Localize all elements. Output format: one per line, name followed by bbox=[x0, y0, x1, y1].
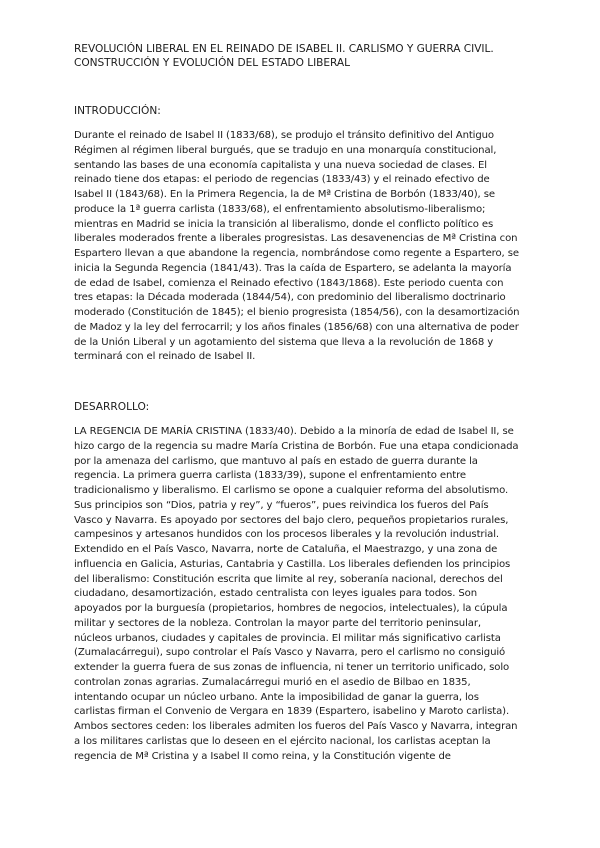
document-title: REVOLUCIÓN LIBERAL EN EL REINADO DE ISABEL II. CARLISMO Y GUERRA CIVIL. CONSTRUCCIÓN Y EVOLUCIÓN DEL ESTADO LIBERAL bbox=[74, 43, 494, 69]
development-heading: DESARROLLO: bbox=[74, 401, 150, 413]
development-paragraph: LA REGENCIA DE MARÍA CRISTINA (1833/40). Debido a la minoría de edad de Isabel II, se hizo cargo de la regencia su madre María Cristina de Borbón. Fue una etapa condicionada por la amenaza del carlismo, que mantuvo al país en estado de guerra durante la regencia. La primera guerra carlista (1833/39), supone el enfrentamiento entre tradicionalismo y liberalismo. El carlismo se opone a cualquier reforma del absolutismo. Sus principios son “Dios, patria y rey”, y “fueros”, pues reivindica los fueros del País Vasco y Navarra. Es apoyado por sectores del bajo clero, pequeños propietarios rurales, campesinos y artesanos hundidos con los procesos liberales y la revolución industrial. Extendido en el País Vasco, Navarra, norte de Cataluña, el Maestrazgo, y una zona de influencia en Galicia, Asturias, Cantabria y Castilla. Los liberales defienden los principios del liberalismo: Constitución escrita que limite al rey, soberanía nacional, derechos del ciudadano, desamortización, estado centralista con leyes iguales para todos. Son apoyados por la burguesía (propietarios, hombres de negocios, intelectuales), la cúpula militar y sectores de la nobleza. Controlan la mayor parte del territorio peninsular, núcleos urbanos, ciudades y capitales de provincia. El militar más significativo carlista (Zumalacárregui), supo controlar el País Vasco y Navarra, pero el carlismo no consiguió extender la guerra fuera de sus zonas de influencia, ni tener un territorio unificado, solo controlan zonas agrarias. Zumalacárregui murió en el asedio de Bilbao en 1835, intentando ocupar un núcleo urbano. Ante la imposibilidad de ganar la guerra, los carlistas firman el Convenio de Vergara en 1839 (Espartero, isabelino y Maroto carlista). Ambos sectores ceden: los liberales admiten los fueros del País Vasco y Navarra, integran a los militares carlistas que lo deseen en el ejército nacional, los carlistas aceptan la regencia de Mª Cristina y a Isabel II como reina, y la Constitución vigente de bbox=[74, 426, 519, 762]
development-section bbox=[74, 400, 520, 764]
introduction-paragraph: Durante el reinado de Isabel II (1833/68), se produjo el tránsito definitivo del Antiguo Régimen al régimen liberal burgués, que se tradujo en una monarquía constitucional, sentando las bases de una economía capitalista y una nueva sociedad de clases. El reinado tiene dos etapas: el periodo de regencias (1833/43) y el reinado efectivo de Isabel II (1843/68). En la Primera Regencia, la de Mª Cristina de Borbón (1833/40), se produce la 1ª guerra carlista (1833/68), el enfrentamiento absolutismo-liberalismo; mientras en Madrid se inicia la transición al liberalismo, donde el conflicto político es liberales moderados frente a liberales progresistas. Las desavenencias de Mª Cristina con Espartero llevan a que abandone la regencia, nombrándose como regente a Espartero, se inicia la Segunda Regencia (1841/43). Tras la caída de Espartero, se adelanta la mayoría de edad de Isabel, comienza el Reinado efectivo (1843/1868). Este periodo cuenta con tres etapas: la Década moderada (1844/54), con predominio del liberalismo doctrinario moderado (Constitución de 1845); el bienio progresista (1854/56), con la desamortización de Madoz y la ley del ferrocarril; y los años finales (1856/68) con una alternativa de poder de la Unión Liberal y un agotamiento del sistema que lleva a la revolución de 1868 y terminará con el reinado de Isabel II. bbox=[74, 130, 520, 363]
section-spacer bbox=[74, 365, 520, 400]
introduction-section bbox=[74, 104, 520, 365]
introduction-heading: INTRODUCCIÓN: bbox=[74, 105, 161, 117]
